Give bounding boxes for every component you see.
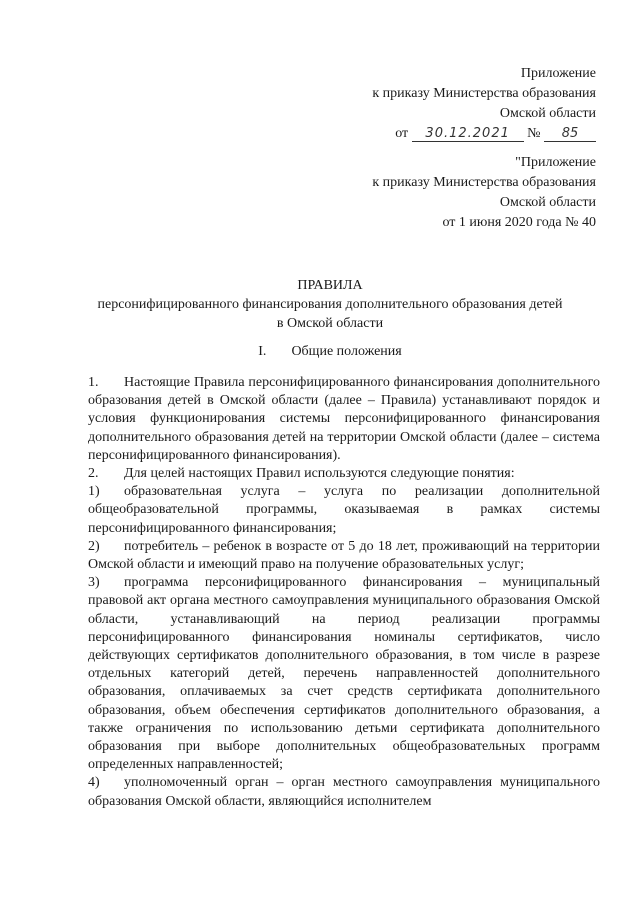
paragraph [88, 483, 600, 538]
paragraph [88, 465, 600, 483]
document-body [88, 374, 600, 811]
paragraph [88, 774, 600, 810]
paragraph-number: 1. [88, 375, 99, 390]
prior-line: Омской области [499, 195, 596, 210]
appendix-line: к приказу Министерства образования [372, 86, 596, 101]
order-prefix: от [395, 126, 409, 141]
paragraph-text: Для целей настоящих Правил используются следующие понятия: [124, 466, 515, 482]
paragraph-text: потребитель – ребенок в возрасте от 5 до 18 лет, проживающий на территории Омской области и имеющий право на получение образовательных услуг; [88, 538, 600, 573]
paragraph-text: уполномоченный орган – орган местного самоуправления муниципального образования Омской области, являющийся исполнителем [88, 775, 600, 809]
prior-line: "Приложение [515, 155, 596, 170]
title-main: ПРАВИЛА [297, 278, 363, 293]
paragraph-number: 4) [88, 775, 100, 791]
appendix-header [372, 64, 596, 144]
title-subtitle-2: в Омской области [276, 316, 384, 331]
paragraph-number: 1) [88, 484, 100, 500]
paragraph-text: Настоящие Правила персонифицированного финансирования дополнительного образования детей в Омской области (далее – Правила) устанавливают порядок и условия функционирования системы персонифицированного финансирования дополнительного образования детей на территории Омской области (далее – система персонифицированного финансирования). [88, 375, 600, 463]
prior-line: к приказу Министерства образования [372, 175, 596, 190]
handwritten-number: 85 [544, 126, 596, 142]
handwritten-date: 30.12.2021 [412, 126, 524, 142]
section-title: Общие положения [291, 344, 402, 359]
document-title [60, 276, 600, 333]
paragraph-number: 3) [88, 575, 100, 591]
prior-appendix-header [372, 153, 596, 233]
order-number-label: № [527, 126, 541, 141]
paragraph [88, 374, 600, 465]
section-number: I. [258, 344, 267, 359]
title-subtitle-1: персонифицированного финансирования дополнительного образования детей [97, 297, 563, 312]
paragraph-text: образовательная услуга – услуга по реализации дополнительной общеобразовательной программы, оказываемая в рамках системы персонифицированного финансирования; [88, 484, 600, 536]
paragraph-number: 2. [88, 466, 99, 482]
appendix-line: Омской области [499, 106, 596, 121]
order-reference [372, 124, 596, 144]
section-heading [60, 344, 600, 360]
prior-line: от 1 июня 2020 года № 40 [442, 215, 596, 230]
paragraph-number: 2) [88, 538, 100, 554]
paragraph [88, 538, 600, 574]
appendix-line: Приложение [520, 66, 596, 81]
paragraph [88, 574, 600, 774]
paragraph-text: программа персонифицированного финансирования – муниципальный правовой акт органа местного самоуправления муниципального образования Омской области, устанавливающий на период реализации программы персонифицированного финансирования номиналы сертификатов, число действующих сертификатов дополнительного образования, в том числе в разрезе отдельных категорий детей, перечень направленностей дополнительного образования, оплачиваемых за счет средств сертификата дополнительного образования, объем обеспечения сертификатов дополнительного образования, а также ограничения по использованию детьми сертификата дополнительного образования при выборе дополнительных общеобразовательных программ определенных направленностей; [88, 575, 600, 773]
